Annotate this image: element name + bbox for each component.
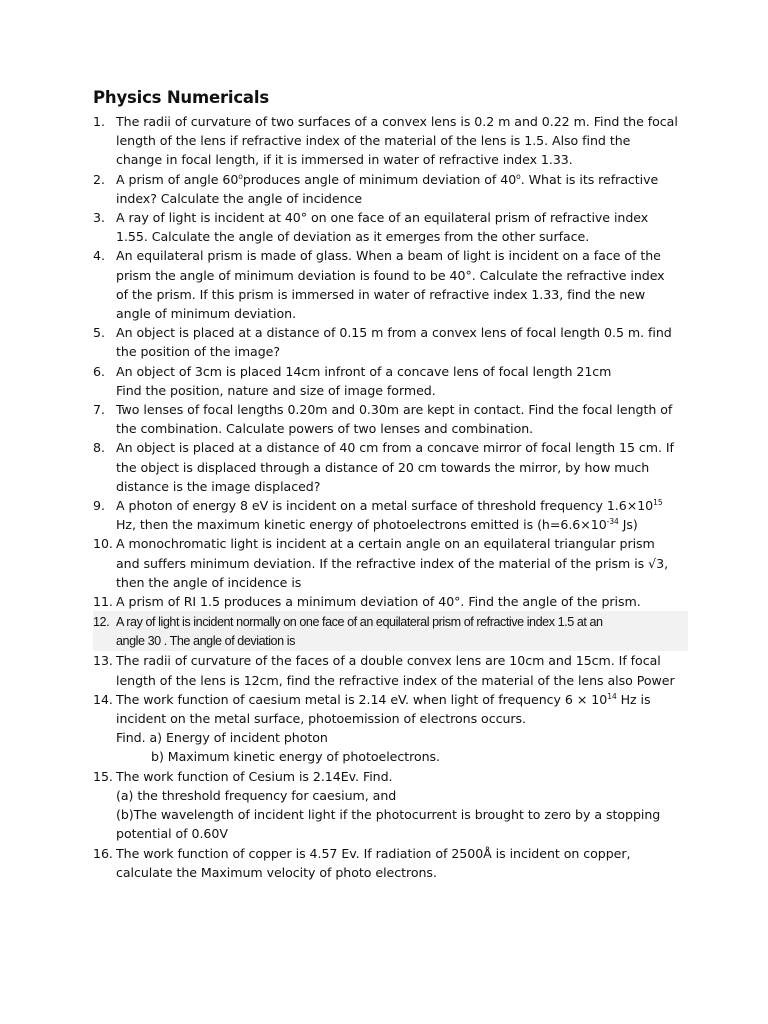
- text-segment: potential of 0.60V: [116, 826, 228, 842]
- text-segment: An object of 3cm is placed 14cm infront of a concave lens of focal length 21cm: [116, 363, 612, 379]
- question-line: [116, 767, 678, 786]
- question-item: [93, 690, 678, 767]
- question-text: [116, 767, 678, 844]
- text-segment: The radii of curvature of two surfaces of a convex lens is 0.2 m and 0.22 m. Find the focal: [116, 114, 678, 129]
- text-segment: incident on the metal surface, photoemission of electrons occurs.: [116, 711, 526, 727]
- question-line: [116, 266, 678, 285]
- text-segment: Find. a) Energy of incident photon: [116, 730, 328, 746]
- question-item: [93, 170, 678, 208]
- superscript: o: [516, 171, 521, 181]
- question-text: [116, 690, 678, 767]
- question-line: [116, 189, 678, 208]
- text-segment: A monochromatic light is incident at a certain angle on an equilateral triangular prism: [116, 536, 655, 552]
- superscript: o: [238, 171, 243, 181]
- text-segment: (a) the threshold frequency for caesium, and: [116, 787, 397, 803]
- question-item: [93, 400, 678, 438]
- question-line: [116, 362, 678, 381]
- text-segment: A ray of light is incident at 40° on one face of an equilateral prism of refractive index: [116, 210, 649, 226]
- text-segment: The work function of Cesium is 2.14Ev. Find.: [116, 768, 393, 784]
- text-segment: prism the angle of minimum deviation is found to be 40°. Calculate the refractive index: [116, 267, 665, 283]
- question-number: 13.: [93, 653, 113, 669]
- text-segment: then the angle of incidence is: [116, 574, 302, 590]
- question-line: [116, 285, 678, 304]
- question-number: 14.: [93, 691, 113, 707]
- text-segment: distance is the image displaced?: [116, 478, 321, 494]
- question-text: [116, 651, 678, 689]
- question-item: [93, 592, 678, 611]
- text-segment: produces angle of minimum deviation of 40: [242, 171, 517, 187]
- text-segment: Hz is: [616, 691, 651, 707]
- superscript: 15: [653, 498, 663, 508]
- text-segment: length of the lens is 12cm, find the refractive index of the material of the lens also Power: [116, 672, 675, 688]
- question-text: [116, 112, 678, 170]
- text-segment: Hz, then the maximum kinetic energy of photoelectrons emitted is (h=6.6×10: [116, 517, 607, 533]
- question-text: [116, 592, 678, 611]
- question-number: 5.: [93, 325, 105, 341]
- question-line: [116, 534, 678, 553]
- question-item: [93, 246, 678, 323]
- question-line: [116, 400, 678, 419]
- question-number: 3.: [93, 210, 105, 226]
- text-segment: An equilateral prism is made of glass. When a beam of light is incident on a face of the: [116, 248, 661, 264]
- text-segment: change in focal length, if it is immersed in water of refractive index 1.33.: [116, 152, 573, 168]
- question-item: [93, 651, 678, 689]
- question-item: [93, 323, 678, 361]
- question-line: [116, 592, 678, 611]
- question-text: [116, 323, 678, 361]
- question-item: [93, 208, 678, 246]
- question-line: [116, 150, 678, 169]
- question-number: 16.: [93, 845, 113, 861]
- question-line: [116, 304, 678, 323]
- question-item: [93, 362, 678, 400]
- question-line: [116, 458, 678, 477]
- question-line: [116, 419, 678, 438]
- question-number: 7.: [93, 402, 105, 418]
- question-line: [116, 747, 678, 766]
- page-title: Physics Numericals: [93, 88, 269, 107]
- text-segment: Js): [618, 517, 638, 533]
- question-line: [116, 246, 678, 265]
- text-segment: (b)The wavelength of incident light if the photocurrent is brought to zero by a stopping: [116, 807, 661, 823]
- question-line: [116, 227, 678, 246]
- question-text: [116, 844, 678, 882]
- question-line: [116, 554, 678, 573]
- question-item: [93, 611, 688, 651]
- question-item: [93, 438, 678, 496]
- question-text: [116, 438, 678, 496]
- text-segment: A prism of angle 60: [116, 171, 239, 187]
- question-item: [93, 496, 678, 534]
- question-text: [116, 362, 678, 400]
- question-line: [116, 651, 678, 670]
- question-line: [116, 613, 678, 632]
- question-line: [116, 438, 678, 457]
- question-item: [93, 112, 678, 170]
- text-segment: 1.55. Calculate the angle of deviation as it emerges from the other surface.: [116, 229, 590, 245]
- text-segment: An object is placed at a distance of 0.15 m from a convex lens of focal length 0.5 m. find: [116, 325, 672, 341]
- text-segment: the combination. Calculate powers of two lenses and combination.: [116, 421, 534, 437]
- text-segment: angle 30 . The angle of deviation is: [116, 633, 295, 648]
- text-segment: The work function of caesium metal is 2.14 eV. when light of frequency 6 × 10: [116, 691, 608, 707]
- question-text: [116, 170, 678, 208]
- question-line: [116, 515, 678, 534]
- question-number: 12.: [93, 615, 110, 630]
- question-number: 1.: [93, 114, 105, 129]
- question-text: [116, 496, 678, 534]
- question-number: 2.: [93, 171, 105, 187]
- text-segment: index? Calculate the angle of incidence: [116, 190, 363, 206]
- question-item: [93, 844, 678, 882]
- text-segment: The radii of curvature of the faces of a double convex lens are 10cm and 15cm. If focal: [116, 653, 661, 669]
- text-segment: A ray of light is incident normally on one face of an equilateral prism of refractive index 1.5 at an: [116, 615, 603, 630]
- text-segment: length of the lens if refractive index of the material of the lens is 1.5. Also find the: [116, 133, 631, 149]
- question-number: 9.: [93, 498, 105, 514]
- text-segment: . What is its refractive: [520, 171, 659, 187]
- text-segment: A prism of RI 1.5 produces a minimum deviation of 40°. Find the angle of the prism.: [116, 594, 641, 610]
- question-text: [116, 613, 678, 650]
- question-line: [116, 632, 678, 651]
- question-item: [93, 767, 678, 844]
- question-line: [116, 863, 678, 882]
- question-list: [93, 112, 678, 882]
- superscript: 14: [607, 691, 617, 701]
- question-line: [116, 112, 678, 131]
- text-segment: b) Maximum kinetic energy of photoelectrons.: [151, 749, 441, 765]
- text-segment: The work function of copper is 4.57 Ev. If radiation of 2500Å is incident on copper,: [116, 845, 631, 861]
- question-line: [116, 786, 678, 805]
- question-text: [116, 246, 678, 323]
- text-segment: of the prism. If this prism is immersed in water of refractive index 1.33, find the new: [116, 286, 646, 302]
- question-number: 8.: [93, 440, 105, 456]
- question-line: [116, 208, 678, 227]
- question-line: [116, 671, 678, 690]
- superscript: -34: [606, 517, 619, 527]
- text-segment: Find the position, nature and size of image formed.: [116, 382, 436, 398]
- question-line: [116, 170, 678, 189]
- question-line: [116, 805, 678, 824]
- question-number: 15.: [93, 768, 113, 784]
- question-line: [116, 824, 678, 843]
- question-number: 10.: [93, 536, 113, 552]
- text-segment: An object is placed at a distance of 40 cm from a concave mirror of focal length 15 cm. If: [116, 440, 674, 456]
- question-line: [116, 690, 678, 709]
- question-line: [116, 381, 678, 400]
- question-text: [116, 534, 678, 592]
- question-line: [116, 323, 678, 342]
- question-line: [116, 342, 678, 361]
- text-segment: the position of the image?: [116, 344, 280, 360]
- text-segment: angle of minimum deviation.: [116, 306, 297, 322]
- question-line: [116, 844, 678, 863]
- text-segment: the object is displaced through a distance of 20 cm towards the mirror, by how much: [116, 459, 650, 475]
- question-number: 4.: [93, 248, 105, 264]
- question-item: [93, 534, 678, 592]
- question-number: 6.: [93, 363, 105, 379]
- question-text: [116, 208, 678, 246]
- text-segment: Two lenses of focal lengths 0.20m and 0.30m are kept in contact. Find the focal length of: [116, 402, 673, 418]
- question-line: [116, 573, 678, 592]
- text-segment: and suffers minimum deviation. If the refractive index of the material of the prism is √3,: [116, 555, 669, 571]
- question-line: [116, 131, 678, 150]
- text-segment: calculate the Maximum velocity of photo electrons.: [116, 864, 437, 880]
- question-line: [116, 496, 678, 515]
- question-line: [116, 477, 678, 496]
- question-text: [116, 400, 678, 438]
- text-segment: A photon of energy 8 eV is incident on a metal surface of threshold frequency 1.6×10: [116, 498, 654, 514]
- question-line: [116, 709, 678, 728]
- document-page: [93, 88, 678, 882]
- question-number: 11.: [93, 594, 113, 610]
- question-line: [116, 728, 678, 747]
